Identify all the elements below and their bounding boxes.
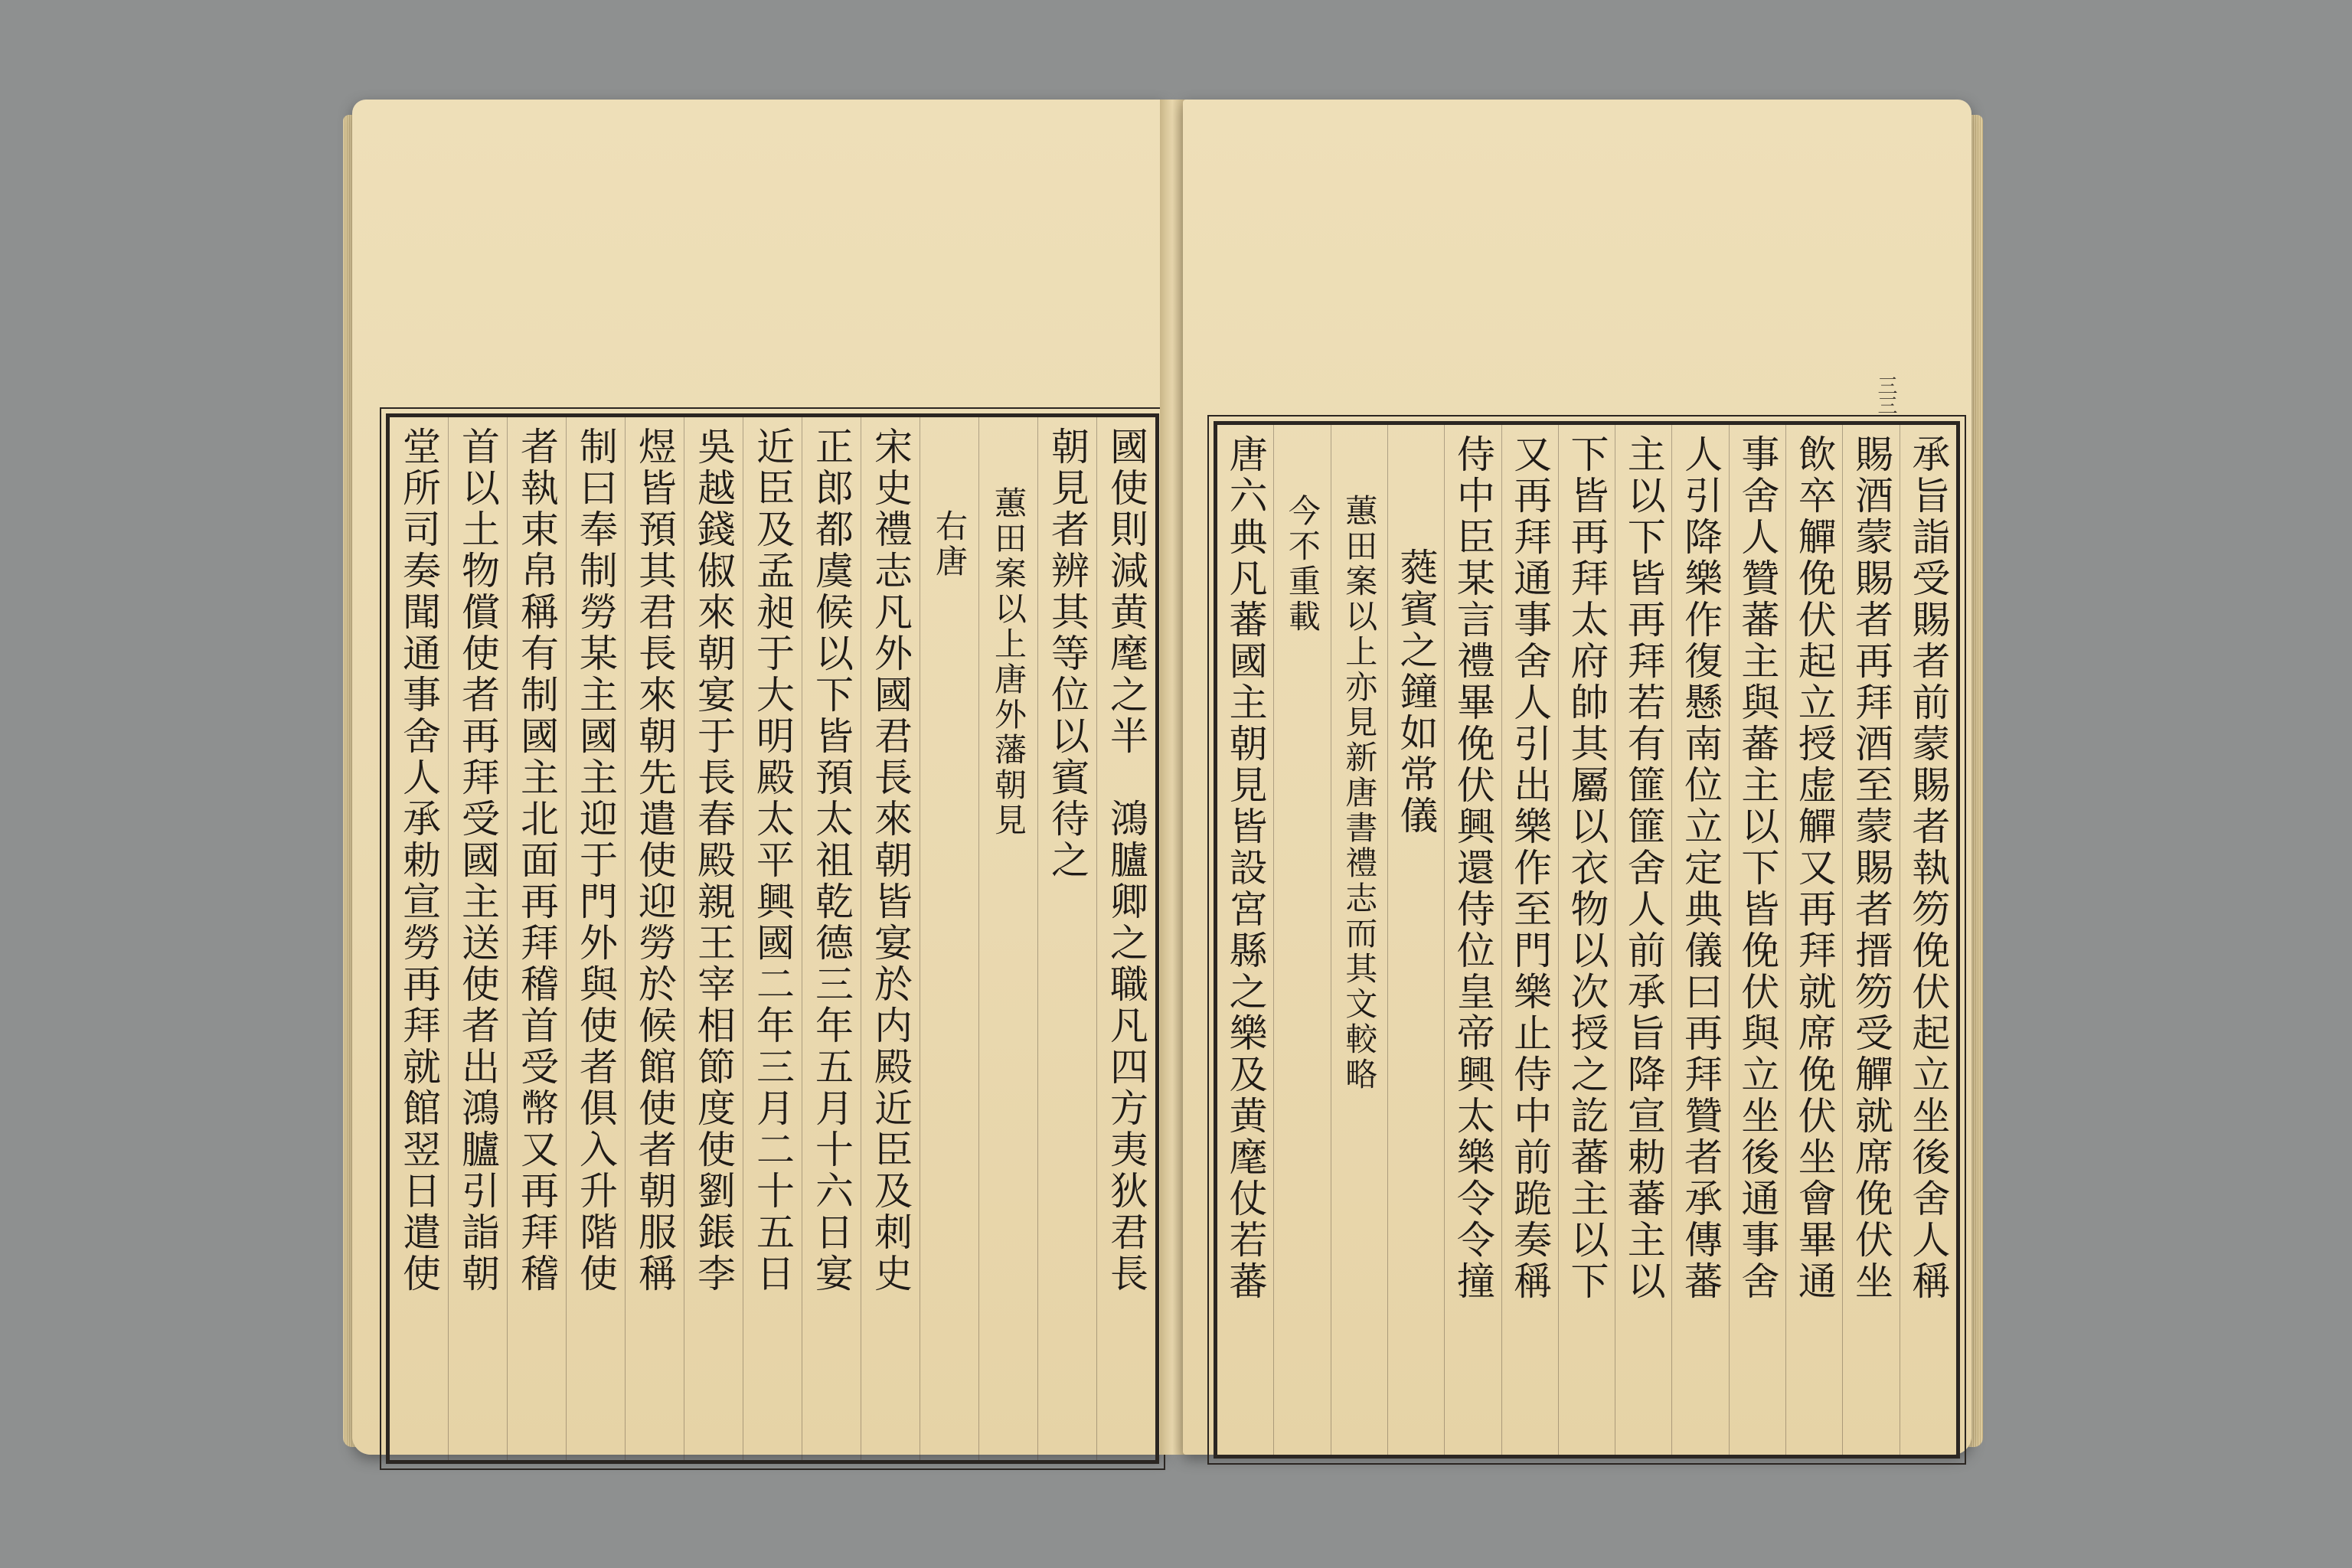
text-column: 首以土物償使者再拜受國主送使者出鴻臚引詣朝 xyxy=(448,417,507,1460)
right-columns xyxy=(1217,425,1956,1455)
text-column: 者執束帛稱有制國主北面再拜稽首受幣又再拜稽 xyxy=(507,417,566,1460)
text-column: 承旨詣受賜者前蒙賜者執笏俛伏起立坐後舍人稱 xyxy=(1900,425,1956,1455)
commentary-column: 蕙田案以上唐外藩朝見 xyxy=(978,417,1037,1460)
text-column: 又再拜通事舍人引出樂作至門樂止侍中前跪奏稱 xyxy=(1501,425,1558,1455)
right-text-frame xyxy=(1214,421,1960,1459)
text-column: 事舍人贊蕃主與蕃主以下皆俛伏與立坐後通事舍 xyxy=(1729,425,1785,1455)
commentary-column: 蕙田案以上亦見新唐書禮志而其文較略 xyxy=(1331,425,1387,1455)
left-text-frame xyxy=(386,413,1159,1464)
text-column-short: 蕤賓之鐘如常儀 xyxy=(1387,425,1444,1455)
text-column: 吳越錢俶來朝宴于長春殿親王宰相節度使劉鋹李 xyxy=(684,417,743,1460)
text-column: 飲卒觶俛伏起立授虚觶又再拜就席俛伏坐會畢通 xyxy=(1785,425,1842,1455)
text-column: 主以下皆再拜若有篚篚舍人前承旨降宣勅蕃主以 xyxy=(1615,425,1671,1455)
text-column: 下皆再拜太府帥其屬以衣物以次授之訖蕃主以下 xyxy=(1558,425,1615,1455)
text-column: 正郎都虞候以下皆預太祖乾德三年五月十六日宴 xyxy=(802,417,861,1460)
right-page xyxy=(1183,100,1971,1455)
left-page xyxy=(352,100,1164,1455)
page-marker: 三三 xyxy=(1874,375,1897,415)
text-column: 國使則減黄麾之半 鴻臚卿之職凡四方夷狄君長 xyxy=(1096,417,1155,1460)
left-columns xyxy=(390,417,1155,1460)
text-column: 人引降樂作復懸南位立定典儀曰再拜贊者承傳蕃 xyxy=(1671,425,1728,1455)
text-column: 侍中臣某言禮畢俛伏興還侍位皇帝興太樂令令撞 xyxy=(1444,425,1501,1455)
commentary-column: 今不重載 xyxy=(1273,425,1330,1455)
text-column: 堂所司奏聞通事舍人承勅宣勞再拜就館翌日遣使 xyxy=(397,426,441,1295)
text-column: 朝見者辨其等位以賓待之 xyxy=(1037,417,1096,1460)
text-column: 唐六典凡蕃國主朝見皆設宮縣之樂及黄麾仗若蕃 xyxy=(1223,434,1268,1302)
text-column: 近臣及孟昶于大明殿太平興國二年三月二十五日 xyxy=(743,417,802,1460)
text-column: 煜皆預其君長來朝先遣使迎勞於候館使者朝服稱 xyxy=(625,417,684,1460)
text-column: 賜酒蒙賜者再拜酒至蒙賜者搢笏受觶就席俛伏坐 xyxy=(1842,425,1899,1455)
section-end-column: 右唐 xyxy=(920,417,978,1460)
text-column: 制曰奉制勞某主國主迎于門外與使者俱入升階使 xyxy=(566,417,625,1460)
text-column: 宋史禮志凡外國君長來朝皆宴於内殿近臣及刺史 xyxy=(861,417,920,1460)
